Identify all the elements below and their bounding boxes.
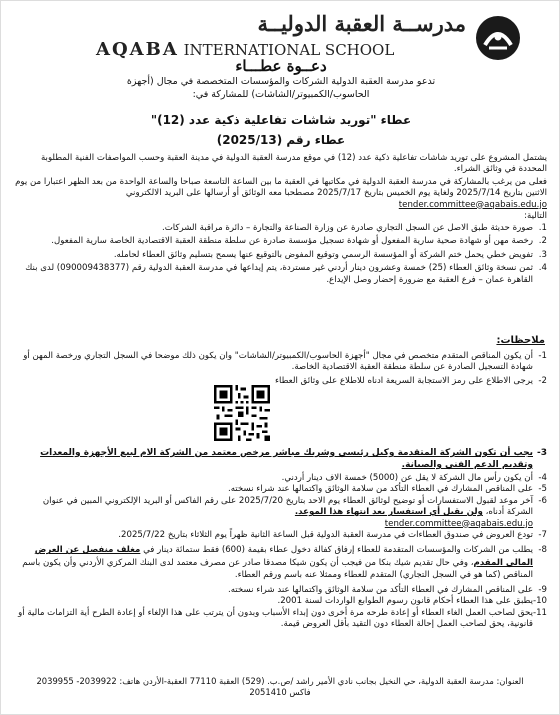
qr-code-icon[interactable] <box>214 385 270 441</box>
list-item: 8- يطلب من الشركات والمؤسسات المتقدمة للعطاء إرفاق كفالة دخول عطاء بقيمة (600) فقط ستمائة دينار في مغلف منفصل عن العرض المالي المقدم، وفي حال تقديم شيك بنكا من فيجب أن يكون شيكا مصدقا صادر عن مصرف معتمد لدى البنك المركزي الأردني وأن يكون باسم المناقص (كما هو في السجل التجاري) المتقدم للعطاء وممثلا عنه باسم ورقم العطاء. <box>22 545 547 581</box>
inquiry-email-link[interactable]: tender.committee@aqabais.edu.jo <box>384 518 533 529</box>
list-item: 6- آخر موعد لقبول الاستفسارات أو توضيح لوثائق العطاء يوم الاحد بتاريخ 2025/7/20 على رقم الفاكس أو البريد الإلكتروني المبين في عنوان الشركة أدناه، ولن يقبل أي استفسار بعد انتهاء هذا الموعد. tender.committee@aqabais.edu.jo <box>42 495 547 529</box>
notes-list-bottom <box>15 447 547 631</box>
tender-email-link[interactable]: tender.committee@aqabais.edu.jo <box>398 199 547 210</box>
deadline-emphasis: ولن يقبل أي استفسار بعد انتهاء هذا الموعد. <box>294 507 483 518</box>
notes-list-top <box>15 351 547 387</box>
separate-envelope-emphasis: مغلف منفصل عن العرض المالي المقدم <box>34 545 533 568</box>
school-name-rest: INTERNATIONAL SCHOOL <box>183 41 395 59</box>
school-logo-icon <box>475 15 521 61</box>
tender-number: عطاء رقم (2025/13) <box>216 133 346 147</box>
list-item: 1- أن يكون المناقص المتقدم متخصص في مجال "أجهزة الحاسوب/الكمبيوتر/الشاشات" وان يكون ذلك موضحا في السجل التجاري ورخصة المهن أو شهادة التسجيل الصادرة عن سلطة منطقة العقبة الاقتصادية الخاصة. <box>23 351 547 373</box>
list-item: 2. رخصة مهن أو شهادة صحية سارية المفعول أو شهادة تسجيل مؤسسة صادرة عن سلطة منطقة العقبة الاقتصادية الخاصة سارية المفعول. <box>51 236 547 247</box>
requirements-list <box>15 223 547 286</box>
list-item: 3- يجب أن تكون الشركة المتقدمة وكيل رئيسي وشريك مباشر مرخص معتمد من الشركة الام لبيع الأجهزة والمعدات وتقديم الدعم الفني والصيانة. <box>40 448 547 470</box>
list-item: 11- يحق لصاحب العمل الغاء العطاء أو إعادة طرحه مرة أخرى دون إبداء الأسباب وبدون أن يترتب على هذا الإلغاء أو إعادة الطرح أية التزامات مالية أو قانونية، يحق لصاحب العمل إحالة العطاء دون التقيد بأقل العروض قيمة. <box>18 607 547 630</box>
description-paragraph <box>15 153 547 222</box>
list-item: 7- تودع العروض في صندوق العطاءات في مدرسة العقبة الدولية قبل الساعة الثانية ظهراً يوم الثلاثاء بتاريخ 2025/7/22. <box>118 530 547 541</box>
list-item: 10- يطبق على هذا العطاء أحكام قانون رسوم الطوابع الواردات لسنة 2001. <box>277 596 547 607</box>
school-name-arabic: مدرســة العقبة الدوليــة <box>257 11 466 36</box>
notes-title: ملاحظات: <box>496 335 545 346</box>
following-label: التالية: <box>524 211 547 222</box>
list-item: 4. ثمن نسخة وثائق العطاء (25) خمسة وعشرون دينار أردني غير مستردة، يتم إيداعها في مدرسة العقبة الدولية رقم (090009438377) لدى بنك القاهرة عمان – فرع العقبة مع ضرورة إحضار وصل الإيداع. <box>25 263 547 285</box>
list-item: 9- على المناقص المشارك في العطاء التأكد من سلامة الوثائق واكتمالها عند شراء نسخته. <box>227 584 547 595</box>
list-item: 3. تفويض خطي يحمل ختم الشركة أو المؤسسة الرسمي وتوقيع المفوض بالتوقيع عنها يسمح بتسليم وثائق العطاء لحامله. <box>113 249 547 260</box>
purchase-instructions: فعلى من يرغب بالمشاركة في مدرسة العقبة الدولية في مكاتبها في العقبة ما بين الساعة التاسعة صباحا والساعة الواحدة من بعد الظهر اعتبارا من يوم الاثنين بتاريخ 2025/7/14 ولغاية يوم الخميس بتاريخ 2025/7/17 مصطحبا معه الوثائق أو أرسالها على البريد الالكتروني tender.committee@aqabais.edu.jo <box>15 176 547 210</box>
list-item: 4- أن يكون رأس مال الشركة لا يقل عن (5000) خمسة الاف دينار أردني. <box>281 473 547 483</box>
invitation-title: دعــوة عطـــاء <box>235 57 327 75</box>
project-description: يشتمل المشروع على توريد شاشات تفاعلية ذكية عدد (12) في موقع مدرسة العقبة الدولية في مدينة العقبة وحسب المواصفات الفنية المطلوبة المحددة في وثائق الشراء. <box>40 153 547 175</box>
school-name-brand: AQABA <box>96 39 179 60</box>
list-item: 5- على المناقص المشارك في العطاء التأكد من سلامة الوثائق واكتمالها عند شراء نسخته. <box>227 484 547 495</box>
intro-paragraph: تدعو مدرسة العقبة الدولية الشركات والمؤسسات المتخصصة في مجال (أجهزة الحاسوب/الكمبيوتر/الشاشات) للمشاركة في: <box>126 76 436 100</box>
tender-title: عطاء "توريد شاشات تفاعلية ذكية عدد (12)" <box>150 113 412 127</box>
list-item: 1. صورة حديثة طبق الاصل عن السجل التجاري صادرة عن وزارة الصناعة والتجارة – دائرة مراقبة الشركات. <box>161 223 547 233</box>
footer-address: العنوان: مدرسة العقبة الدولية، حي النخيل بجانب نادي الأمير راشد /ص.ب. (529) العقبة 77110 العقبة-الأردن هاتف: 2039922- 2039955 فاكس 2051410 <box>36 676 524 697</box>
list-item: 2- يرجى الاطلاع على رمز الاستجابة السريعة ادناه للاطلاع على وثائق العطاء <box>274 375 547 386</box>
